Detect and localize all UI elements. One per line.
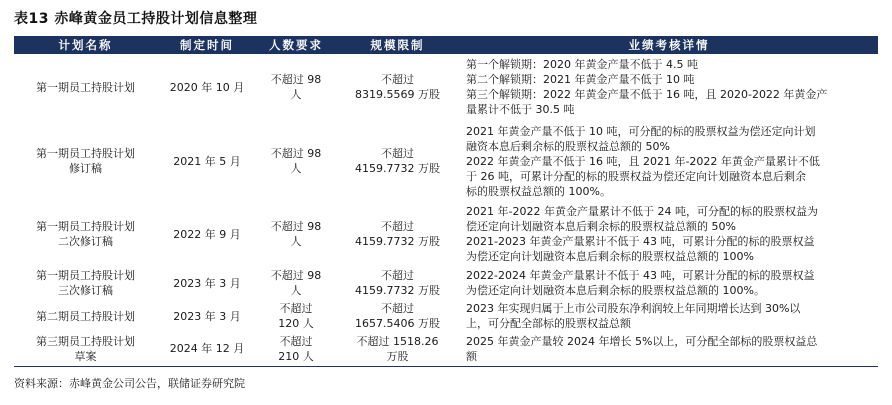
cell-scale: 不超过 1518.26 万股 [335, 332, 460, 366]
employee-stock-plan-table [14, 36, 878, 367]
cell-scale: 不超过 4159.7732 万股 [355, 147, 440, 175]
table-row [14, 332, 878, 366]
header-plan-name: 计划名称 [14, 36, 157, 54]
cell-people: 不超过 120 人 [278, 302, 314, 330]
cell-plan-name: 第一期员工持股计划 二次修订稿 [36, 220, 135, 248]
cell-time: 2023 年 3 月 [173, 276, 241, 290]
header-people: 人数要求 [257, 36, 335, 54]
cell-plan-name: 第二期员工持股计划 [36, 309, 135, 323]
table-header-row [14, 36, 878, 54]
source-note: 资料来源：赤峰黄金公司公告，联储证券研究院 [14, 377, 245, 390]
header-scale: 规模限制 [335, 36, 460, 54]
cell-time: 2020 年 10 月 [169, 80, 245, 94]
cell-detail: 2023 年实现归属于上市公司股东净利润较上年同期增长达到 30%以 上，可分配全部标的股票权益总额 [466, 302, 801, 330]
cell-plan-name: 第一期员工持股计划 [36, 80, 135, 94]
cell-time: 2021 年 5 月 [173, 154, 241, 168]
cell-people: 不超过 98 人 [270, 220, 322, 248]
header-time: 制定时间 [157, 36, 257, 54]
cell-people: 不超过 210 人 [257, 332, 335, 366]
cell-plan-name: 第一期员工持股计划 三次修订稿 [36, 269, 135, 297]
cell-scale: 不超过 4159.7732 万股 [355, 220, 440, 248]
table-row [14, 266, 878, 300]
cell-detail: 2022-2024 年黄金产量累计不低于 43 吨，可累计分配的标的股票权益 为偿还定向计划融资本息后剩余标的股票权益总额的 100%。 [466, 269, 815, 297]
cell-people: 不超过 98 人 [270, 73, 322, 101]
cell-scale: 不超过 8319.5569 万股 [355, 73, 440, 101]
cell-scale: 不超过 1657.5406 万股 [355, 302, 440, 330]
cell-detail: 2021 年黄金产量不低于 10 吨，可分配的标的股票权益为偿还定向计划 融资本息后剩余标的股票权益总额的 50% 2022 年黄金产量不低于 16 吨，且 2021 年-2022 年黄金产量累计不低 于 26 吨，可累计分配的标的股票权益为偿还定向计划融资本息后剩余 标的股票权益总额的 100%。 [466, 124, 820, 198]
cell-plan-name: 第三期员工持股计划 草案 [14, 332, 157, 366]
cell-time: 2022 年 9 月 [173, 227, 241, 241]
cell-detail: 第一个解锁期：2020 年黄金产量不低于 4.5 吨 第二个解锁期：2021 年黄金产量不低于 10 吨 第三个解锁期：2022 年黄金产量不低于 16 吨，且 2020-2022 年黄金产 量累计不低于 30.5 吨 [466, 58, 828, 116]
cell-detail: 2021 年-2022 年黄金产量累计不低于 24 吨，可分配的标的股票权益为 偿还定向计划融资本息后剩余标的股票权益总额的 50% 2021-2023 年黄金产量累计不低于 43 吨，可累计分配的标的股票权益 为偿还定向计划融资本息后剩余标的股票权益总额的 100% [466, 205, 818, 263]
table-row [14, 300, 878, 332]
cell-time: 2023 年 3 月 [173, 309, 241, 323]
table-row [14, 202, 878, 266]
cell-detail: 2025 年黄金产量较 2024 年增长 5%以上，可分配全部标的股票权益总 额 [460, 332, 878, 366]
table-title: 表13 赤峰黄金员工持股计划信息整理 [14, 11, 258, 27]
cell-people: 不超过 98 人 [270, 269, 322, 297]
table-row [14, 54, 878, 120]
cell-scale: 不超过 4159.7732 万股 [355, 269, 440, 297]
header-detail: 业绩考核详情 [460, 36, 878, 54]
cell-plan-name: 第一期员工持股计划 修订稿 [36, 147, 135, 175]
table-row [14, 120, 878, 202]
cell-time: 2024 年 12 月 [157, 332, 257, 366]
cell-people: 不超过 98 人 [270, 147, 322, 175]
